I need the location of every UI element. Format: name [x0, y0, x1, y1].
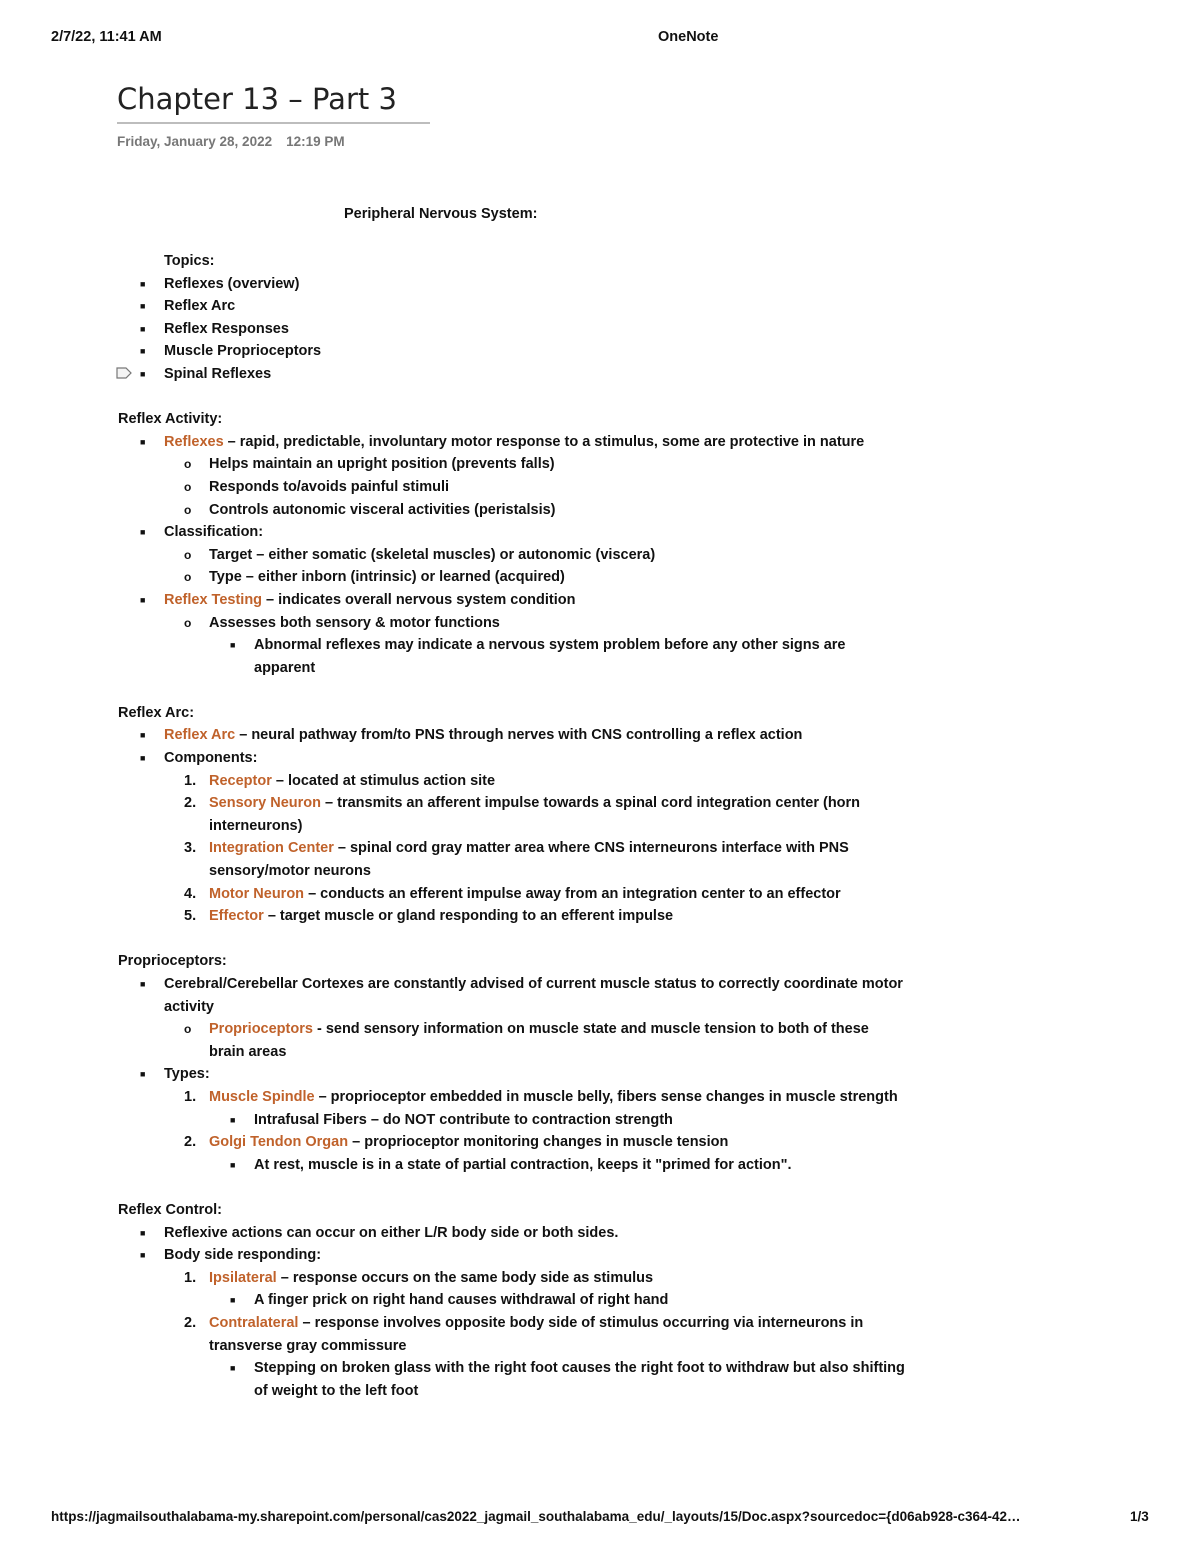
term: Receptor	[209, 772, 272, 789]
list-item: ■ Reflex Arc – neural pathway from/to PNS through nerves with CNS controlling a reflex action	[140, 727, 803, 744]
section-heading: Proprioceptors:	[118, 953, 227, 970]
list-item: ■ A finger prick on right hand causes withdrawal of right hand	[230, 1292, 669, 1309]
page-dateline	[117, 134, 345, 149]
term: Integration Center	[209, 840, 334, 857]
list-item: ■ At rest, muscle is in a state of partial contraction, keeps it "primed for action".	[230, 1156, 792, 1173]
list-item: o Controls autonomic visceral activities (peristalsis)	[184, 501, 556, 518]
page-title: Chapter 13 – Part 3	[117, 82, 397, 116]
section-heading: Reflex Arc:	[118, 704, 195, 721]
list-item: 1. Receptor – located at stimulus action site	[184, 772, 496, 789]
term: Golgi Tendon Organ	[209, 1134, 349, 1151]
list-item: ■ Components:	[140, 750, 258, 767]
term: Sensory Neuron	[209, 795, 321, 812]
list-item: 5. Effector – target muscle or gland responding to an efferent impulse	[184, 908, 674, 925]
list-item: ■ Classification:	[140, 524, 264, 541]
section-heading: Reflex Control:	[118, 1201, 222, 1218]
list-item: ■ Types:	[140, 1066, 210, 1083]
term: Reflexes	[164, 433, 224, 450]
list-item: o Type – either inborn (intrinsic) or learned (acquired)	[184, 569, 565, 586]
list-item: ■ Cerebral/Cerebellar Cortexes are constantly advised of current muscle status to correctly coordinate motor activity	[140, 976, 903, 1015]
list-item: ■ Stepping on broken glass with the right foot causes the right foot to withdraw but also shifting of weight to the left foot	[230, 1360, 905, 1399]
term: Motor Neuron	[209, 885, 305, 902]
subject-heading: Peripheral Nervous System:	[344, 206, 538, 222]
note-body	[118, 250, 908, 1402]
footer-url: https://jagmailsouthalabama-my.sharepoint.com/personal/cas2022_jagmail_southalabama_edu/_layouts/15/Doc.aspx?sourcedoc={d06ab928-c364-42…	[51, 1509, 1021, 1524]
page-date: Friday, January 28, 2022	[117, 134, 273, 149]
term: Reflex Testing	[164, 591, 263, 608]
term: Proprioceptors	[209, 1021, 313, 1038]
list-item: o Helps maintain an upright position (prevents falls)	[184, 456, 555, 473]
term: Ipsilateral	[209, 1269, 277, 1286]
list-item: ■ Abnormal reflexes may indicate a nervous system problem before any other signs are apparent	[230, 637, 846, 676]
list-item: 3. Integration Center – spinal cord gray matter area where CNS interneurons interface with PNS sensory/motor neurons	[184, 840, 849, 880]
app-name: OneNote	[658, 29, 719, 45]
list-item: 1. Muscle Spindle – proprioceptor embedded in muscle belly, fibers sense changes in muscle strength	[184, 1088, 898, 1105]
list-item: 2. Golgi Tendon Organ – proprioceptor monitoring changes in muscle tension	[184, 1134, 729, 1151]
list-item: o Target – either somatic (skeletal muscles) or autonomic (viscera)	[184, 546, 656, 563]
list-item: ■ Reflexive actions can occur on either L/R body side or both sides.	[140, 1224, 619, 1241]
list-item: o Proprioceptors - send sensory information on muscle state and muscle tension to both of these brain areas	[184, 1021, 869, 1060]
term: Muscle Spindle	[209, 1088, 315, 1105]
page-time: 12:19 PM	[286, 134, 345, 149]
section-heading: Reflex Activity:	[118, 411, 223, 428]
list-item: o Assesses both sensory & motor functions	[184, 614, 500, 631]
topics-list	[118, 273, 908, 386]
term: Contralateral	[209, 1314, 299, 1331]
list-item: ■ Reflex Responses	[140, 320, 289, 337]
list-item: ■ Reflex Arc	[140, 298, 236, 315]
list-item: ■ Muscle Proprioceptors	[140, 343, 322, 360]
page-number: 1/3	[1130, 1509, 1149, 1524]
list-item: ■ Body side responding:	[140, 1247, 322, 1264]
list-item: ■ Spinal Reflexes	[118, 363, 908, 386]
tag-icon[interactable]	[116, 367, 132, 379]
title-divider	[117, 122, 430, 124]
list-item: 2. Contralateral – response involves opposite body side of stimulus occurring via interneurons in transverse gray commissure	[184, 1314, 864, 1354]
list-item: 4. Motor Neuron – conducts an efferent impulse away from an integration center to an effector	[184, 885, 841, 902]
print-timestamp: 2/7/22, 11:41 AM	[51, 29, 162, 45]
list-item: ■ Reflexes (overview)	[140, 275, 300, 292]
list-item: 1. Ipsilateral – response occurs on the same body side as stimulus	[184, 1269, 654, 1286]
list-item: o Responds to/avoids painful stimuli	[184, 478, 450, 495]
topics-label: Topics:	[164, 253, 215, 269]
term: Effector	[209, 908, 264, 925]
list-item: ■ Reflexes – rapid, predictable, involuntary motor response to a stimulus, some are protective in nature	[140, 433, 865, 450]
term: Reflex Arc	[164, 727, 236, 744]
list-item: ■ Reflex Testing – indicates overall nervous system condition	[140, 591, 576, 608]
list-item: ■ Intrafusal Fibers – do NOT contribute to contraction strength	[230, 1111, 673, 1128]
list-item: 2. Sensory Neuron – transmits an afferent impulse towards a spinal cord integration center (horn interneurons)	[184, 795, 861, 834]
